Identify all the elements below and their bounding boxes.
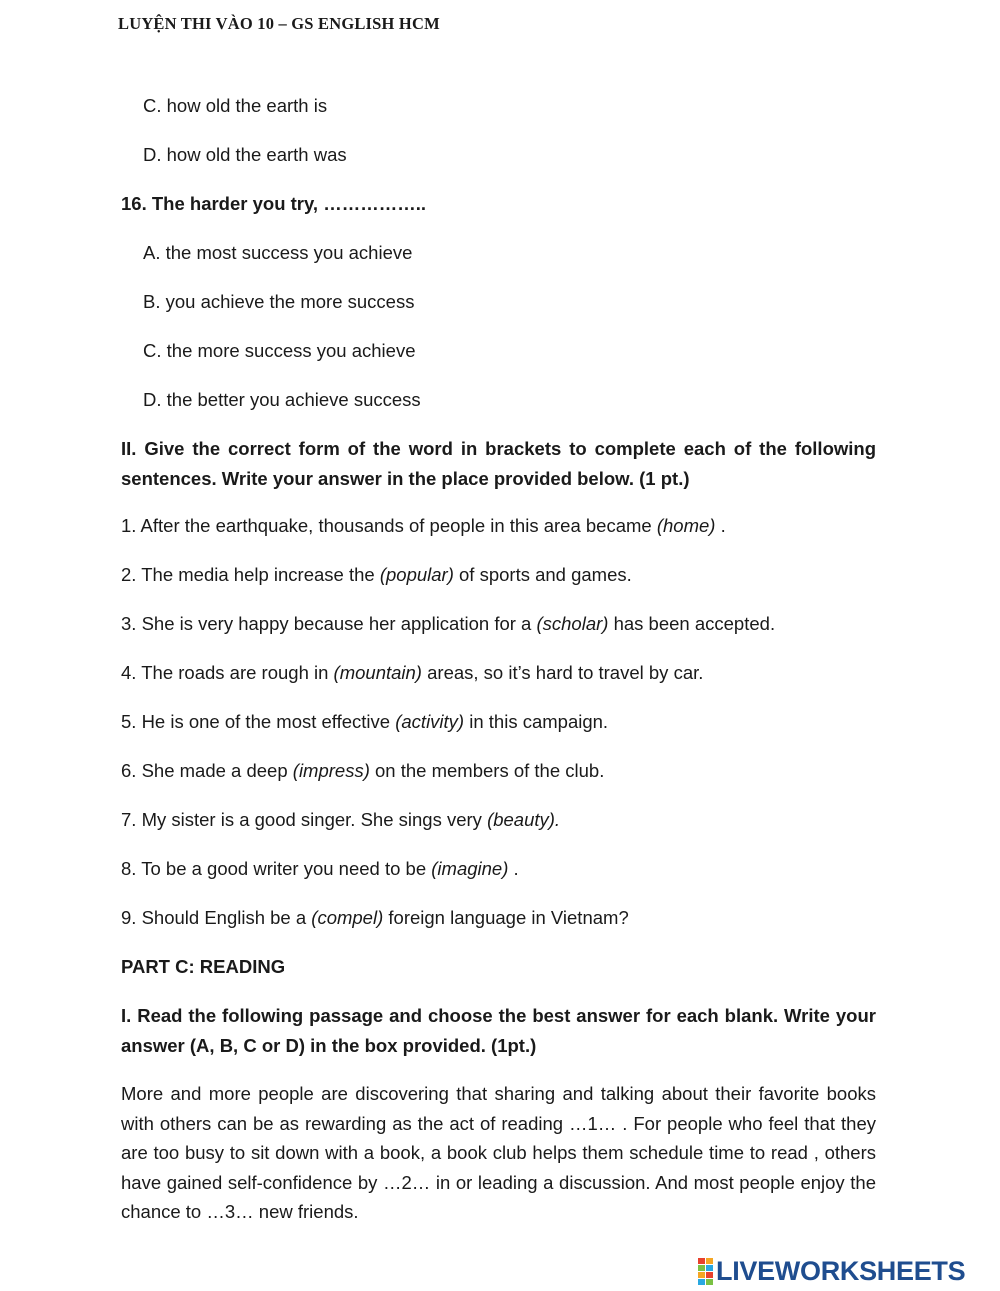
word-form-item-7: 7. My sister is a good singer. She sings very (beauty).: [121, 809, 561, 830]
reading-passage: More and more people are discovering that sharing and talking about their favorite books with others can be as rewarding as the act of reading …1… . For people who feel that they are too busy to sit down with a book, a book club helps them schedule time to read , others have gained self-confidence by …2… in or leading a discussion. And most people enjoy the chance to …3… new friends.: [121, 1083, 876, 1222]
q16-option-b: B. you achieve the more success: [143, 291, 415, 312]
section2-instruction: II. Give the correct form of the word in brackets to complete each of the following sentences. Write your answer in the place provided below. (1 pt.): [121, 438, 876, 489]
word-form-item-6: 6. She made a deep (impress) on the members of the club.: [121, 760, 605, 781]
word-form-item-3: 3. She is very happy because her application for a (scholar) has been accepted.: [121, 613, 776, 634]
page-header: LUYỆN THI VÀO 10 – GS ENGLISH HCM: [118, 14, 440, 33]
q15-option-d: D. how old the earth was: [143, 144, 347, 165]
liveworksheets-logo: [698, 1256, 965, 1286]
q15-option-c: C. how old the earth is: [143, 95, 328, 116]
word-form-item-5: 5. He is one of the most effective (activity) in this campaign.: [121, 711, 609, 732]
word-form-item-8: 8. To be a good writer you need to be (imagine) .: [121, 858, 519, 879]
reading-instruction: I. Read the following passage and choose the best answer for each blank. Write your answer (A, B, C or D) in the box provided. (1pt.): [121, 1005, 876, 1056]
word-form-item-9: 9. Should English be a (compel) foreign language in Vietnam?: [121, 907, 629, 928]
q16-option-a: A. the most success you achieve: [143, 242, 413, 263]
liveworksheets-brand-text: LIVEWORKSHEETS: [716, 1255, 966, 1286]
word-form-item-2: 2. The media help increase the (popular) of sports and games.: [121, 564, 632, 585]
q16-option-c: C. the more success you achieve: [143, 340, 416, 361]
word-form-item-4: 4. The roads are rough in (mountain) areas, so it’s hard to travel by car.: [121, 662, 704, 683]
part-c-title: PART C: READING: [121, 956, 286, 977]
word-form-item-1: 1. After the earthquake, thousands of people in this area became (home) .: [121, 515, 726, 536]
liveworksheets-logo-icon: [698, 1258, 713, 1285]
q16-option-d: D. the better you achieve success: [143, 389, 421, 410]
q16-question: 16. The harder you try, ……………..: [121, 193, 426, 214]
